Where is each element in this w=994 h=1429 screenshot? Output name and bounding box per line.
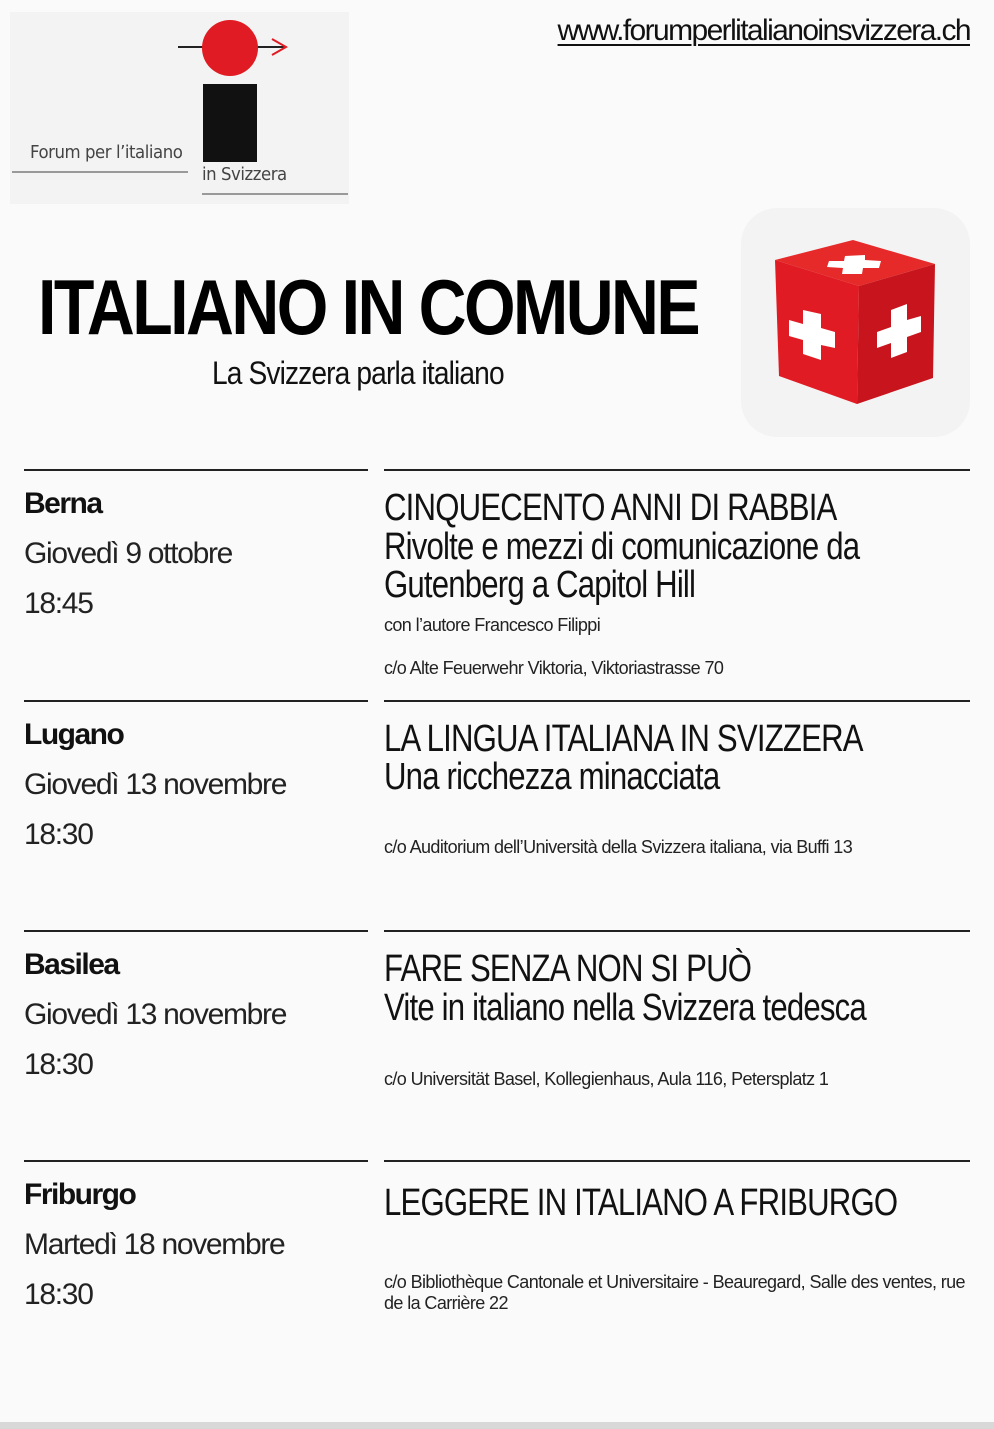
event-time: 18:30 bbox=[24, 1278, 93, 1311]
event-venue: c/o Universität Basel, Kollegienhaus, Aula 116, Petersplatz 1 bbox=[384, 1069, 829, 1089]
page-title: ITALIANO IN COMUNE bbox=[38, 263, 699, 351]
event-venue: c/o Alte Feuerwehr Viktoria, Viktoriastrasse 70 bbox=[384, 658, 724, 678]
divider bbox=[384, 700, 970, 702]
event-venue: c/o Auditorium dell’Università della Svizzera italiana, via Buffi 13 bbox=[384, 837, 853, 857]
event-date: Giovedì 13 novembre bbox=[24, 998, 287, 1031]
event-title: LA LINGUA ITALIANA IN SVIZZERA bbox=[384, 718, 863, 760]
event-venue: c/o Bibliothèque Cantonale et Universitaire - Beauregard, Salle des ventes, rue de la Carrière 22 bbox=[384, 1272, 965, 1313]
event-city: Berna bbox=[24, 487, 102, 520]
event-author: con l’autore Francesco Filippi bbox=[384, 615, 601, 635]
logo-text-forum: Forum per l’italiano bbox=[30, 142, 183, 163]
event-time: 18:30 bbox=[24, 818, 93, 851]
swiss-cube-icon bbox=[741, 208, 970, 437]
event-city: Friburgo bbox=[24, 1178, 136, 1211]
event-time: 18:45 bbox=[24, 587, 93, 620]
event-subtitle: Una ricchezza minacciata bbox=[384, 756, 720, 798]
divider bbox=[384, 1160, 970, 1162]
swiss-cube-logo bbox=[741, 208, 970, 437]
logo-text-svizzera: in Svizzera bbox=[202, 164, 287, 185]
divider bbox=[24, 1160, 368, 1162]
forum-logo bbox=[10, 12, 349, 204]
event-date: Martedì 18 novembre bbox=[24, 1228, 285, 1261]
bottom-border bbox=[0, 1422, 994, 1429]
divider bbox=[384, 930, 970, 932]
divider bbox=[24, 469, 368, 471]
event-title: FARE SENZA NON SI PUÒ bbox=[384, 948, 752, 990]
event-title: CINQUECENTO ANNI DI RABBIA bbox=[384, 487, 837, 529]
divider bbox=[384, 469, 970, 471]
divider bbox=[24, 700, 368, 702]
event-city: Lugano bbox=[24, 718, 124, 751]
event-title: LEGGERE IN ITALIANO A FRIBURGO bbox=[384, 1182, 898, 1224]
website-link[interactable]: www.forumperlitalianoinsvizzera.ch bbox=[557, 14, 970, 47]
event-time: 18:30 bbox=[24, 1048, 93, 1081]
event-subtitle: Rivolte e mezzi di comunicazione da Gutenberg a Capitol Hill bbox=[384, 526, 860, 606]
event-subtitle: Vite in italiano nella Svizzera tedesca bbox=[384, 987, 866, 1029]
page-subtitle: La Svizzera parla italiano bbox=[212, 355, 504, 391]
event-date: Giovedì 9 ottobre bbox=[24, 537, 233, 570]
event-city: Basilea bbox=[24, 948, 119, 981]
event-date: Giovedì 13 novembre bbox=[24, 768, 287, 801]
divider bbox=[24, 930, 368, 932]
